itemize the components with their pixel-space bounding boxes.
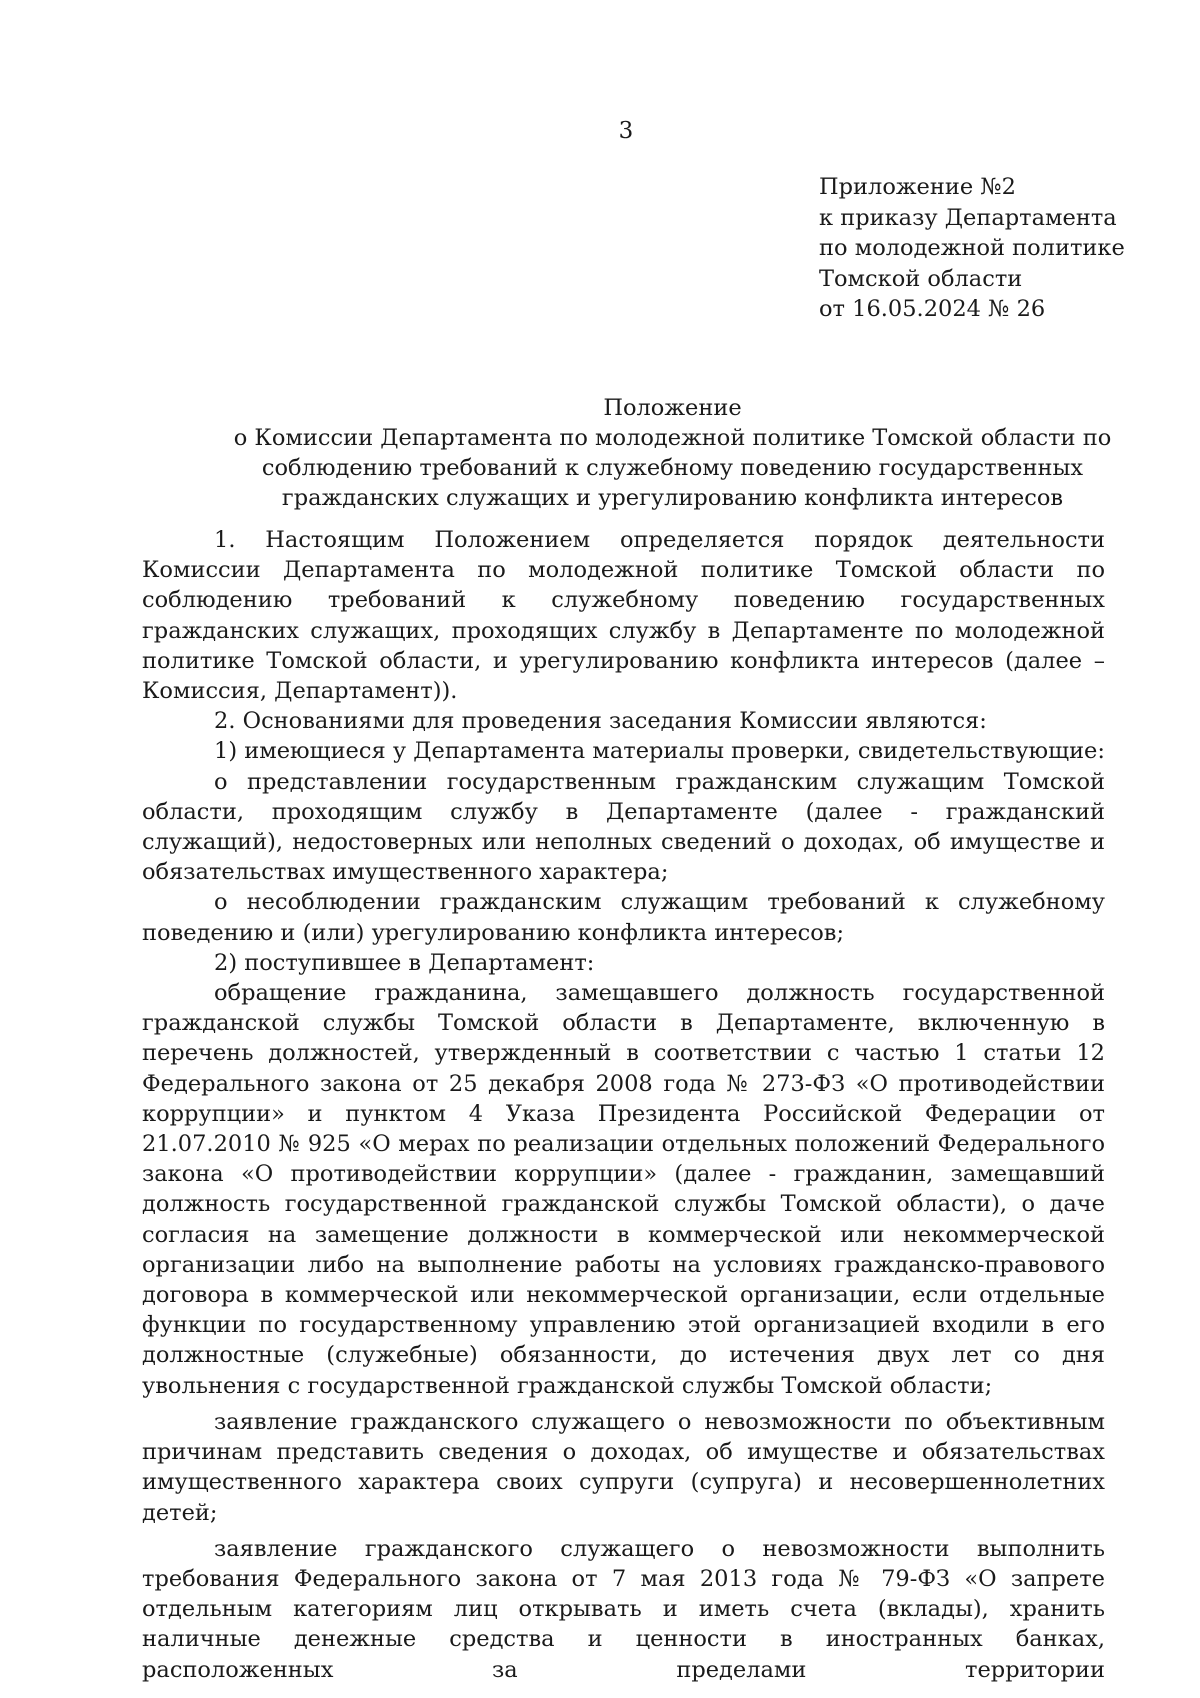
paragraph: заявление гражданского служащего о невозможности по объективным причинам представить сведения о доходах, об имуществе и обязательствах имущественного характера своих супруги (супруга) и несовершеннолетних детей; [142,1408,1105,1526]
paragraph: 2) поступившее в Департамент: [214,949,595,976]
title-heading: Положение [603,395,742,421]
page-number: 3 [618,118,634,144]
appendix-line: по молодежной политике [819,235,1125,261]
title-line: соблюдению требований к служебному поведению государственных [261,455,1084,481]
title-line: о Комиссии Департамента по молодежной политике Томской области по [233,425,1112,451]
paragraph: о несоблюдении гражданским служащим требований к служебному поведению и (или) урегулированию конфликта интересов; [142,889,1105,946]
title-line: гражданских служащих и урегулированию конфликта интересов [281,485,1064,511]
document-title [230,393,1115,513]
paragraph: 2. Основаниями для проведения заседания Комиссии являются: [214,708,987,735]
paragraph: 1) имеющиеся у Департамента материалы проверки, свидетельствующие: [214,738,1105,765]
appendix-line: Приложение №2 [819,174,1016,200]
appendix-line: Томской области [819,265,1023,292]
appendix-block [819,172,1125,325]
appendix-line: к приказу Департамента [819,204,1117,231]
paragraph-last: заявление гражданского служащего о невозможности выполнить требования Федерального закона от 7 мая 2013 года № 79-ФЗ «О запрете отдельным категориям лиц открывать и иметь счета (вклады), хранить наличные денежные средства и ценности в иностранных банках, расположенных за пределами территории [142,1535,1105,1683]
paragraph: о представлении государственным гражданским служащим Томской области, проходящим службу в Департаменте (далее - гражданский служащий), недостоверных или неполных сведений о доходах, об имуществе и обязательствах имущественного характера; [142,768,1105,886]
paragraph: 1. Настоящим Положением определяется порядок деятельности Комиссии Департамента по молодежной политике Томской области по соблюдению требований к служебному поведению государственных гражданских служащих, проходящих службу в Департаменте по молодежной политике Томской области, и урегулированию конфликта интересов (далее – Комиссия, Департамент)). [142,527,1105,705]
document-body [142,525,1105,1685]
appendix-line: от 16.05.2024 № 26 [819,296,1046,322]
paragraph: обращение гражданина, замещавшего должность государственной гражданской службы Томской области в Департаменте, включенную в перечень должностей, утвержденный в соответствии с частью 1 статьи 12 Федерального закона от 25 декабря 2008 года № 273-ФЗ «О противодействии коррупции» и пунктом 4 Указа Президента Российской Федерации от 21.07.2010 № 925 «О мерах по реализации отдельных положений Федерального закона «О противодействии коррупции» (далее - гражданин, замещавший должность государственной гражданской службы Томской области), о даче согласия на замещение должности в коммерческой или некоммерческой организации либо на выполнение работы на условиях гражданско-правового договора в коммерческой или некоммерческой организации, если отдельные функции по государственному управлению этой организацией входили в его должностные (служебные) обязанности, до истечения двух лет со дня увольнения с государственной гражданской службы Томской области; [142,980,1105,1399]
